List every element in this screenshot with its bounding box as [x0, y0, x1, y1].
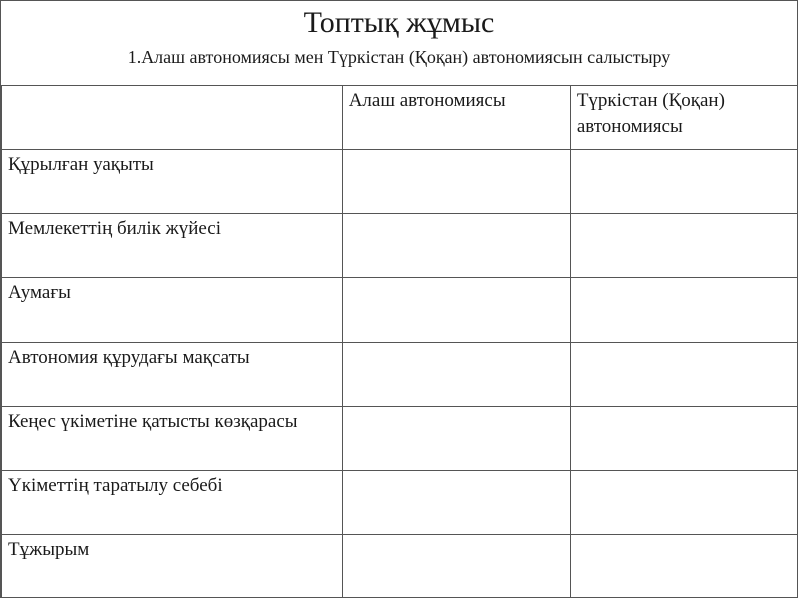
header-cell-turkistan: Түркістан (Қоқан) автономиясы [570, 86, 798, 150]
turkistan-cell [570, 406, 798, 470]
row-label: Кеңес үкіметіне қатысты көзқарасы [2, 406, 343, 470]
table-row [2, 470, 799, 534]
alash-cell [342, 150, 570, 214]
alash-cell [342, 534, 570, 598]
slide-title: Топтық жұмыс [303, 6, 495, 39]
slide-subtitle: 1.Алаш автономиясы мен Түркістан (Қоқан) автономиясын салыстыру [127, 47, 671, 67]
row-label: Тұжырым [2, 534, 343, 598]
turkistan-cell [570, 150, 798, 214]
turkistan-cell [570, 278, 798, 342]
table-header-row [2, 86, 799, 150]
row-label: Автономия құрудағы мақсаты [2, 342, 343, 406]
turkistan-cell [570, 342, 798, 406]
turkistan-cell [570, 470, 798, 534]
turkistan-cell [570, 214, 798, 278]
alash-cell [342, 278, 570, 342]
row-label: Үкіметтің таратылу себебі [2, 470, 343, 534]
table-row [2, 214, 799, 278]
row-label: Аумағы [2, 278, 343, 342]
table-row [2, 406, 799, 470]
header-cell-empty [2, 86, 343, 150]
table-row [2, 534, 799, 598]
alash-cell [342, 406, 570, 470]
header-cell-alash: Алаш автономиясы [342, 86, 570, 150]
slide-header [1, 1, 797, 86]
alash-cell [342, 470, 570, 534]
turkistan-cell [570, 534, 798, 598]
table-row [2, 150, 799, 214]
row-label: Құрылған уақыты [2, 150, 343, 214]
table-row [2, 278, 799, 342]
comparison-table [1, 85, 798, 598]
alash-cell [342, 214, 570, 278]
table-row [2, 342, 799, 406]
row-label: Мемлекеттің билік жүйесі [2, 214, 343, 278]
alash-cell [342, 342, 570, 406]
